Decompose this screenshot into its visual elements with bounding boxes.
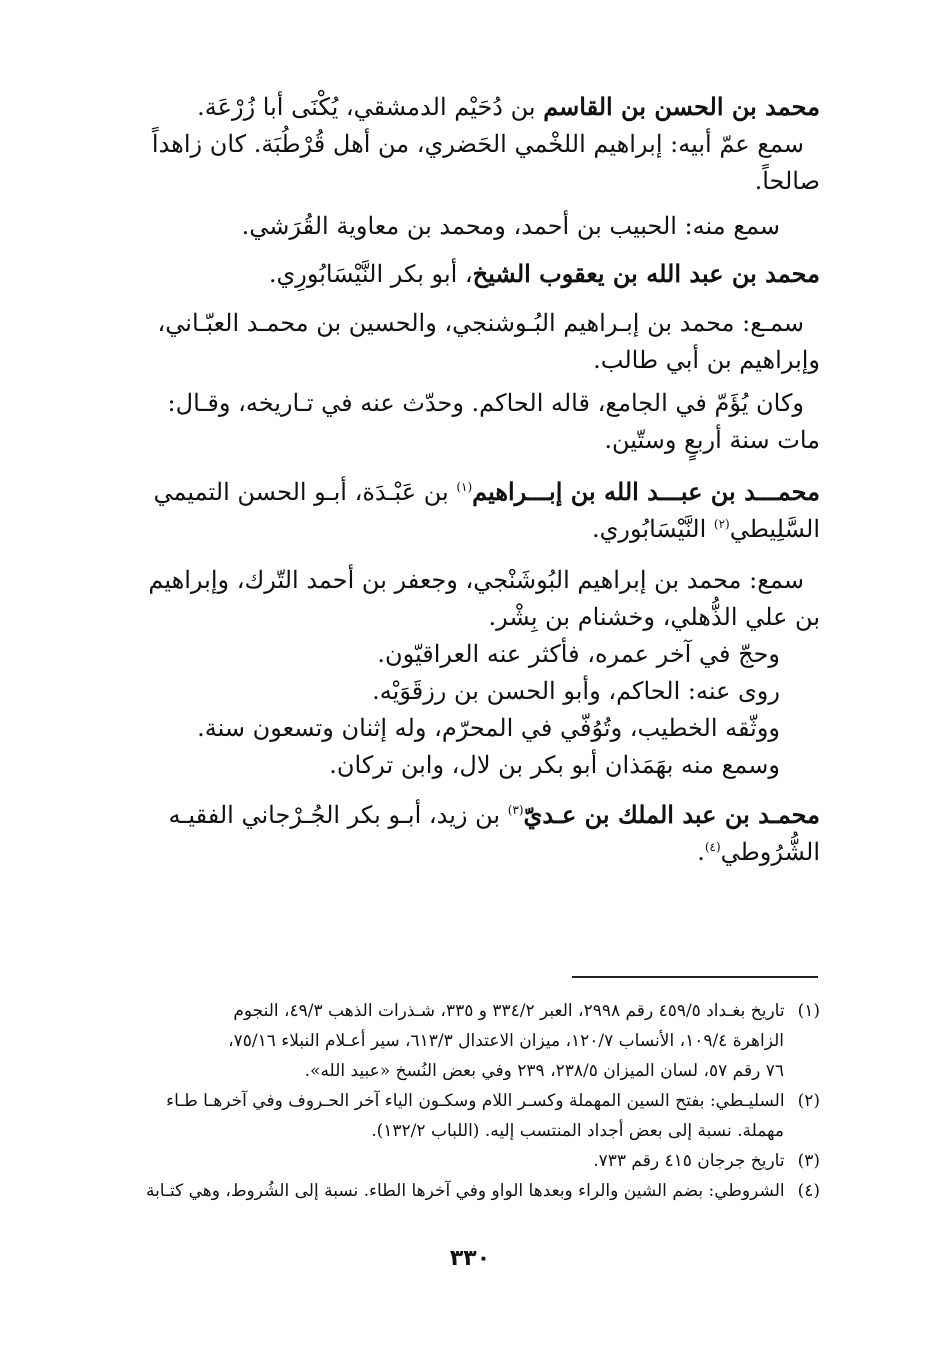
footnote-line [120,996,820,1026]
footnote [120,1086,820,1146]
text-line: بن علي الذُّهلي، وخشنام بن بِشْر. [488,603,820,631]
footnote [120,1176,820,1206]
nisba-rest: . [697,838,705,866]
text-line: مات سنة أربعٍ وستّين. [604,426,820,454]
entry-heading-line [120,473,820,511]
entry-heading-line [120,834,820,871]
entry-name: محمـــد بن عبـــد الله بن إبـــراهيم [472,477,820,506]
biography-entry [120,88,820,245]
main-text [120,88,820,871]
biography-entry [120,796,820,871]
text-line: سمـع: محمد بن إبـراهيم البُـوشنجي، والحسين بن محمـد العبّـاني، [157,309,804,337]
text-line: روى عنه: الحاكم، وأبو الحسن بن رزقَوَيْه. [372,677,780,705]
footnote-line: الزاهرة ١٠٩/٤، الأنساب ١٢٠/٧، ميزان الاعتدال ٦١٣/٣، سير أعـلام النبلاء ٧٥/١٦، [228,1031,784,1051]
footnote-marker[interactable]: (٢) [713,517,730,531]
footnote-number: (٤) [797,1181,820,1201]
footnotes [120,996,820,1206]
entry-name-rest: بن عَبْـدَة، أبـو الحسن التميمي [153,478,457,506]
nisba-rest: النَّيْسَابُوري. [591,515,714,543]
entry-name: محمد بن الحسن بن القاسم [543,92,820,121]
footnote-marker[interactable]: (١) [456,480,473,494]
footnote-line [120,1146,820,1176]
footnote-marker[interactable]: (٣) [507,803,524,817]
entry-heading-line [120,88,820,126]
footnote-line: مهملة. نسبة إلى بعض أجداد المنتسب إليه. (اللباب ١٣٢/٢). [371,1121,784,1141]
text-line: سمع عمّ أبيه: إبراهيم اللخْمي الحَضري، من أهل قُرْطُبَة. كان زاهداً [151,130,804,158]
biography-entry [120,255,820,459]
text-line: وحجّ في آخر عمره، فأكثر عنه العراقيّون. [377,640,780,668]
biography-entry [120,473,820,784]
footnote-number: (١) [797,1001,820,1021]
text-line: سمع: محمد بن إبراهيم البُوشَنْجي، وجعفر بن أحمد التّرك، وإبراهيم [148,566,804,594]
page-number: ٣٣٠ [449,1246,491,1271]
entry-name-rest: بن زيد، أبـو بكر الجُـرْجاني الفقيـه [168,801,508,829]
footnote-number: (٣) [797,1151,820,1171]
footnote-text: تاريخ جرجان ٤١٥ رقم ٧٣٣. [593,1151,785,1171]
nisba: الشُّرُوطي [720,838,820,866]
footnote [120,996,820,1086]
footnote-text: تاريخ بغـداد ٤٥٩/٥ رقم ٢٩٩٨، العبر ٣٣٤/٢ و ٣٣٥، شـذرات الذهب ٤٩/٣، النجوم [233,1001,785,1021]
footnote-line [120,1086,820,1116]
footnote-text: السليـطي: بفتح السين المهملة وكسـر اللام وسكـون الياء آخر الحـروف وفي آخرهـا طـاء [166,1091,785,1111]
text-line: وإبراهيم بن أبي طالب. [593,346,820,374]
text-line: وسمع منه بهَمَذان أبو بكر بن لال، وابن تركان. [329,751,780,779]
text-line: ووثّقه الخطيب، وتُوُفّي في المحرّم، وله إثنان وتسعون سنة. [197,714,780,742]
footnote-text: الشروطي: بضم الشين والراء وبعدها الواو وفي آخرها الطاء. نسبة إلى الشُروط، وهي كتـابة [145,1181,785,1201]
footnote [120,1146,820,1176]
entry-heading-line [120,796,820,834]
footnote-number: (٢) [797,1091,820,1111]
text-line: وكان يُؤَمّ في الجامع، قاله الحاكم. وحدّث عنه في تـاريخه، وقـال: [167,389,804,417]
entry-heading-line [120,255,820,293]
footnote-line: ٧٦ رقم ٥٧، لسان الميزان ٢٣٨/٥، ٢٣٩ وفي بعض النُسخ «عبيد الله». [304,1061,784,1081]
text-line: صالحاً. [754,167,820,195]
entry-name: محمد بن عبد الله بن يعقوب الشيخ [472,259,820,288]
entry-heading-line [120,511,820,548]
entry-name-rest: ، أبو بكر النَّيْسَابُورِي. [268,260,473,288]
footnote-separator [572,976,818,978]
nisba: السَّلِيطي [729,515,820,543]
footnote-line [120,1176,820,1206]
text-line: سمع منه: الحبيب بن أحمد، ومحمد بن معاوية القُرَشي. [241,212,780,240]
entry-name: محمـد بن عبد الملك بن عـديّ [523,800,820,829]
entry-name-rest: بن دُحَيْم الدمشقي، يُكْنَى أبا زُرْعَة. [197,93,544,121]
footnote-marker[interactable]: (٤) [704,840,721,854]
